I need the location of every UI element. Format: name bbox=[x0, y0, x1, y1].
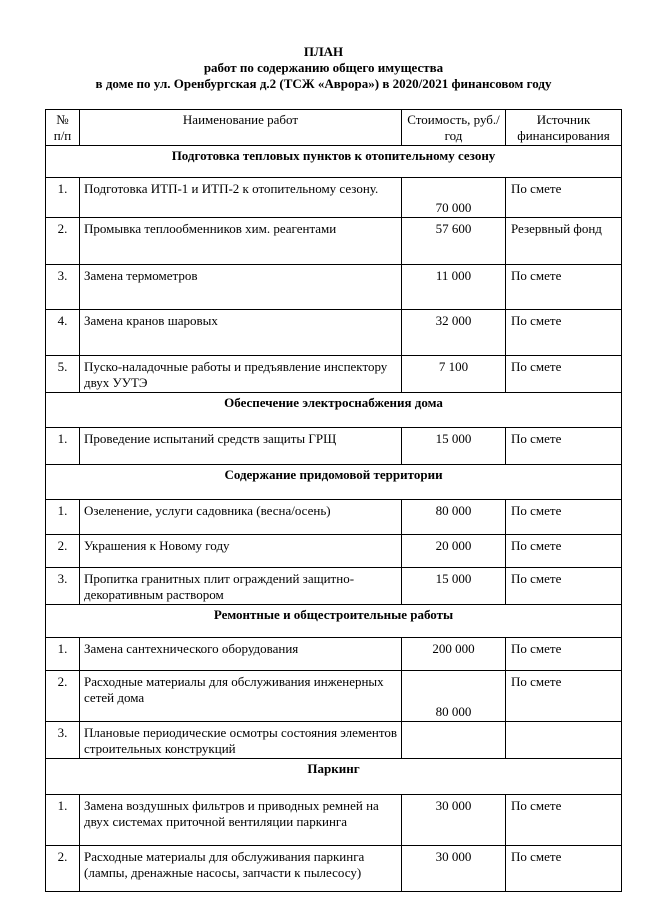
work-cost: 80 000 bbox=[402, 500, 506, 535]
funding-source: По смете bbox=[506, 265, 622, 310]
plan-title: ПЛАН bbox=[303, 44, 344, 59]
row-number: 2. bbox=[46, 671, 80, 722]
funding-source: По смете bbox=[506, 638, 622, 671]
section-row bbox=[46, 146, 622, 178]
table-row bbox=[46, 310, 622, 356]
funding-source: По смете bbox=[506, 795, 622, 846]
funding-source bbox=[506, 722, 622, 759]
work-name: Плановые периодические осмотры состояния элементов строительных конструкций bbox=[80, 722, 402, 759]
table-row bbox=[46, 178, 622, 218]
table-row bbox=[46, 722, 622, 759]
row-number: 5. bbox=[46, 356, 80, 393]
work-name: Озеленение, услуги садовника (весна/осень) bbox=[80, 500, 402, 535]
table-row bbox=[46, 846, 622, 892]
table-row bbox=[46, 428, 622, 465]
table-row bbox=[46, 356, 622, 393]
row-number: 1. bbox=[46, 428, 80, 465]
work-name: Промывка теплообменников хим. реагентами bbox=[80, 218, 402, 265]
section-title: Подготовка тепловых пунктов к отопительному сезону bbox=[46, 146, 622, 178]
table-row bbox=[46, 795, 622, 846]
row-number: 1. bbox=[46, 638, 80, 671]
row-number: 2. bbox=[46, 846, 80, 892]
work-name: Замена кранов шаровых bbox=[80, 310, 402, 356]
work-cost: 15 000 bbox=[402, 568, 506, 605]
header-num: № п/п bbox=[46, 110, 80, 146]
funding-source: По смете bbox=[506, 356, 622, 393]
funding-source: По смете bbox=[506, 428, 622, 465]
work-cost: 80 000 bbox=[402, 671, 506, 722]
row-number: 3. bbox=[46, 568, 80, 605]
funding-source: По смете bbox=[506, 310, 622, 356]
work-cost: 32 000 bbox=[402, 310, 506, 356]
work-cost: 57 600 bbox=[402, 218, 506, 265]
work-name: Замена термометров bbox=[80, 265, 402, 310]
section-row bbox=[46, 605, 622, 638]
section-title: Содержание придомовой территории bbox=[46, 465, 622, 500]
work-cost bbox=[402, 722, 506, 759]
work-name: Замена воздушных фильтров и приводных ремней на двух системах приточной вентиляции паркинга bbox=[80, 795, 402, 846]
work-cost: 7 100 bbox=[402, 356, 506, 393]
work-cost: 20 000 bbox=[402, 535, 506, 568]
funding-source: Резервный фонд bbox=[506, 218, 622, 265]
row-number: 2. bbox=[46, 218, 80, 265]
work-cost: 30 000 bbox=[402, 846, 506, 892]
row-number: 1. bbox=[46, 178, 80, 218]
work-cost: 30 000 bbox=[402, 795, 506, 846]
plan-address-line: в доме по ул. Оренбургская д.2 (ТСЖ «Аврора») в 2020/2021 финансовом году bbox=[95, 76, 552, 91]
funding-source: По смете bbox=[506, 846, 622, 892]
plan-subtitle: работ по содержанию общего имущества bbox=[203, 60, 444, 75]
section-title: Паркинг bbox=[46, 759, 622, 795]
row-number: 1. bbox=[46, 795, 80, 846]
works-table-body bbox=[46, 146, 622, 892]
work-cost: 11 000 bbox=[402, 265, 506, 310]
section-row bbox=[46, 393, 622, 428]
row-number: 3. bbox=[46, 722, 80, 759]
work-cost: 15 000 bbox=[402, 428, 506, 465]
works-table bbox=[45, 109, 622, 892]
funding-source: По смете bbox=[506, 568, 622, 605]
section-title: Ремонтные и общестроительные работы bbox=[46, 605, 622, 638]
table-row bbox=[46, 265, 622, 310]
table-row bbox=[46, 218, 622, 265]
work-name: Проведение испытаний средств защиты ГРЩ bbox=[80, 428, 402, 465]
table-row bbox=[46, 638, 622, 671]
work-name: Замена сантехнического оборудования bbox=[80, 638, 402, 671]
header-source: Источник финансирования bbox=[506, 110, 622, 146]
work-name: Подготовка ИТП-1 и ИТП-2 к отопительному сезону. bbox=[80, 178, 402, 218]
work-name: Расходные материалы для обслуживания инженерных сетей дома bbox=[80, 671, 402, 722]
table-row bbox=[46, 500, 622, 535]
funding-source: По смете bbox=[506, 178, 622, 218]
table-row bbox=[46, 671, 622, 722]
table-row bbox=[46, 568, 622, 605]
section-title: Обеспечение электроснабжения дома bbox=[46, 393, 622, 428]
work-cost: 200 000 bbox=[402, 638, 506, 671]
row-number: 2. bbox=[46, 535, 80, 568]
row-number: 4. bbox=[46, 310, 80, 356]
section-row bbox=[46, 465, 622, 500]
funding-source: По смете bbox=[506, 671, 622, 722]
work-cost: 70 000 bbox=[402, 178, 506, 218]
funding-source: По смете bbox=[506, 500, 622, 535]
header-name: Наименование работ bbox=[80, 110, 402, 146]
row-number: 1. bbox=[46, 500, 80, 535]
work-name: Украшения к Новому году bbox=[80, 535, 402, 568]
work-name: Пропитка гранитных плит ограждений защитно-декоративным раствором bbox=[80, 568, 402, 605]
section-row bbox=[46, 759, 622, 795]
header-cost: Стоимость, руб./год bbox=[402, 110, 506, 146]
work-name: Пуско-наладочные работы и предъявление инспектору двух УУТЭ bbox=[80, 356, 402, 393]
row-number: 3. bbox=[46, 265, 80, 310]
work-name: Расходные материалы для обслуживания паркинга (лампы, дренажные насосы, запчасти к пылесосу) bbox=[80, 846, 402, 892]
funding-source: По смете bbox=[506, 535, 622, 568]
table-row bbox=[46, 535, 622, 568]
